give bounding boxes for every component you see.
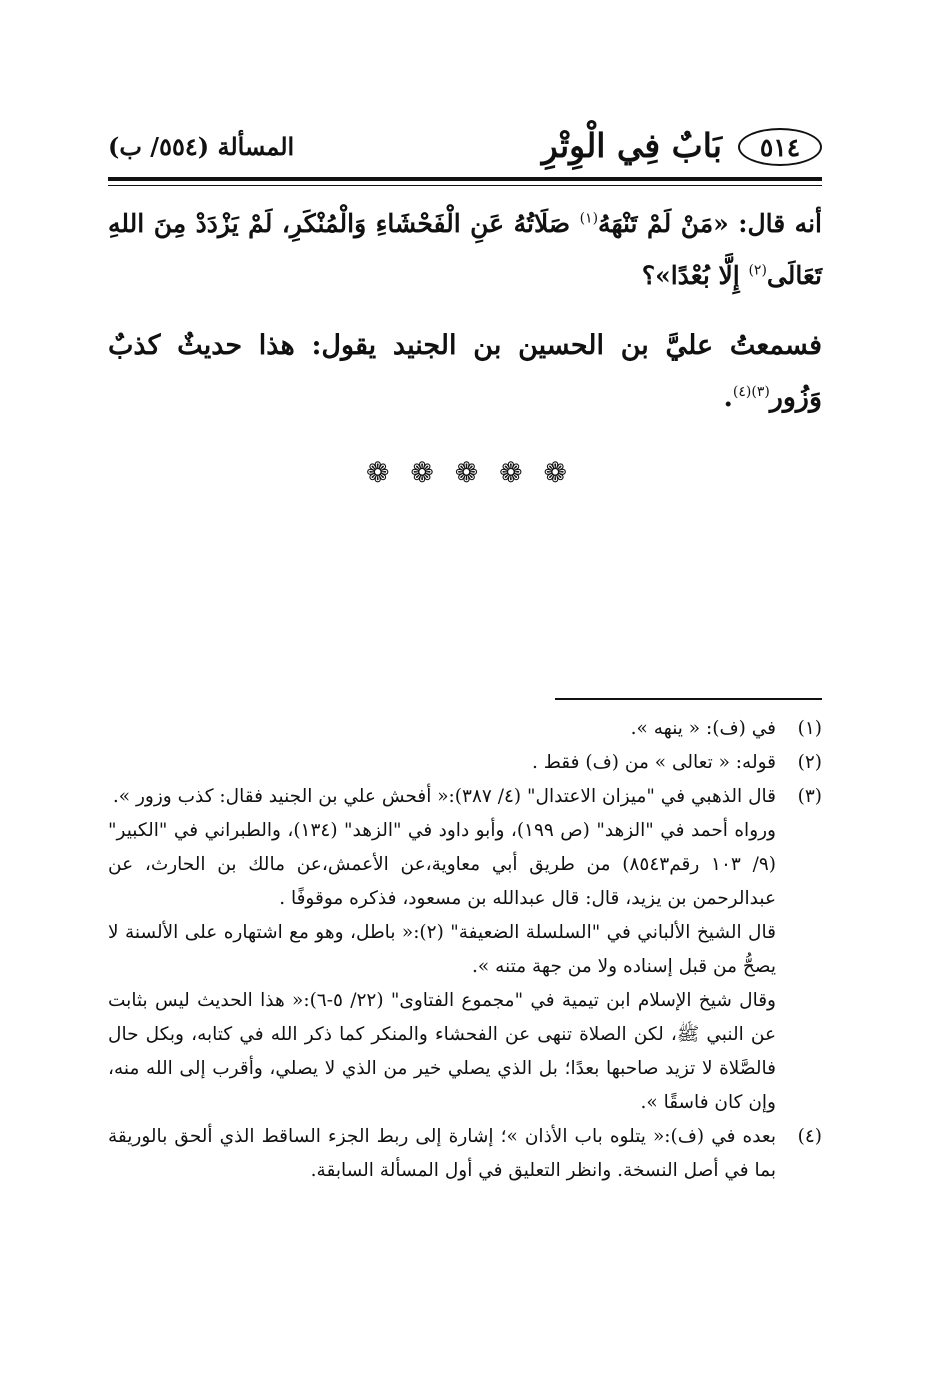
footnote-number: (١)	[797, 718, 822, 739]
footnotes	[108, 712, 822, 1188]
hadith-text-part2: صَلَاتُهُ عَنِ الْفَحْشَاءِ وَالْمُنْكَرِ، لَمْ يَزْدَدْ مِنَ اللهِ تَعَالَى	[108, 209, 822, 290]
main-text	[108, 198, 822, 424]
footnote-body	[108, 780, 776, 1120]
section-reference: المسألة (٥٥٤/ ب)	[108, 132, 295, 161]
footnote-paragraph: قوله: « تعالى » من (ف) فقط .	[531, 752, 776, 773]
page-number-badge	[738, 128, 822, 166]
footnote-paragraph: بعده في (ف):« يتلوه باب الأذان »؛ إشارة إلى ربط الجزء الساقط الذي ألحق بالوريقة بما في أصل النسخة. وانظر التعليق في أول المسألة السابقة.	[108, 1126, 776, 1181]
paragraph-hadith	[108, 198, 822, 302]
narration-end: .	[723, 382, 733, 413]
page-header	[108, 126, 822, 176]
footnote-number: (٢)	[797, 752, 822, 773]
footnote-ref-1: (١)	[579, 210, 599, 227]
section-ornament: ❁ ❁ ❁ ❁ ❁	[366, 456, 573, 489]
footnote-number: (٣)	[797, 786, 822, 807]
narration-text: فسمعتُ عليَّ بن الحسين بن الجنيد يقول: هذا حديثٌ كذبٌ وَزُور	[108, 330, 822, 413]
footnote-body	[108, 746, 776, 780]
header-divider-thin	[108, 185, 822, 186]
footnote-paragraph: وقال شيخ الإسلام ابن تيمية في "مجموع الفتاوى" (٢٢/ ٥-٦):« هذا الحديث ليس بثابت عن النبي ﷺ، لكن الصلاة تنهى عن الفحشاء والمنكر كما ذكر الله في كتابه، وبكل حال فالصَّلاة لا تزيد صاحبها بعدًا؛ بل الذي يصلي خير من الذي لا يصلي، وأقرب إلى الله منه، وإن كان فاسقًا ».	[108, 990, 776, 1113]
footnote-paragraph: في (ف): « ينهه ».	[630, 718, 776, 739]
footnote-paragraph: قال الشيخ الألباني في "السلسلة الضعيفة" (٢):« باطل، وهو مع اشتهاره على الألسنة لا يصحُّ من قبل إسناده ولا من جهة متنه ».	[108, 922, 776, 977]
footnote-paragraph: قال الذهبي في "ميزان الاعتدال" (٤/ ٣٨٧):« أفحش علي بن الجنيد فقال: كذب وزور ».	[112, 786, 776, 807]
header-divider-thick	[108, 177, 822, 181]
footnote-paragraph: ورواه أحمد في "الزهد" (ص ١٩٩)، وأبو داود في "الزهد" (١٣٤)، والطبراني في "الكبير" (٩/ ١٠٣ رقم٨٥٤٣) من طريق أبي معاوية،عن الأعمش،عن مالك بن الحارث، عن عبدالرحمن بن يزيد، قال: قال عبدالله بن مسعود، فذكره موقوفًا .	[108, 820, 776, 909]
footnote-number: (٤)	[797, 1126, 822, 1147]
footnote-item	[108, 712, 822, 746]
footnote-separator	[555, 698, 822, 700]
footnote-body	[108, 1120, 776, 1188]
paragraph-narration	[108, 320, 822, 424]
hadith-text-part1: أنه قال: «مَنْ لَمْ تَنْهَهُ	[598, 209, 822, 238]
footnote-ref-3-4: (٣)(٤)	[732, 384, 770, 400]
footnote-body	[108, 712, 776, 746]
chapter-title: بَابٌ فِي الْوِتْرِ	[541, 126, 722, 165]
hadith-text-part3: إِلَّا بُعْدًا»؟	[641, 261, 749, 290]
page-number: ٥١٤	[759, 132, 801, 162]
footnote-item	[108, 1120, 822, 1188]
footnote-ref-2: (٢)	[748, 262, 767, 279]
footnote-item	[108, 746, 822, 780]
footnote-item	[108, 780, 822, 1120]
